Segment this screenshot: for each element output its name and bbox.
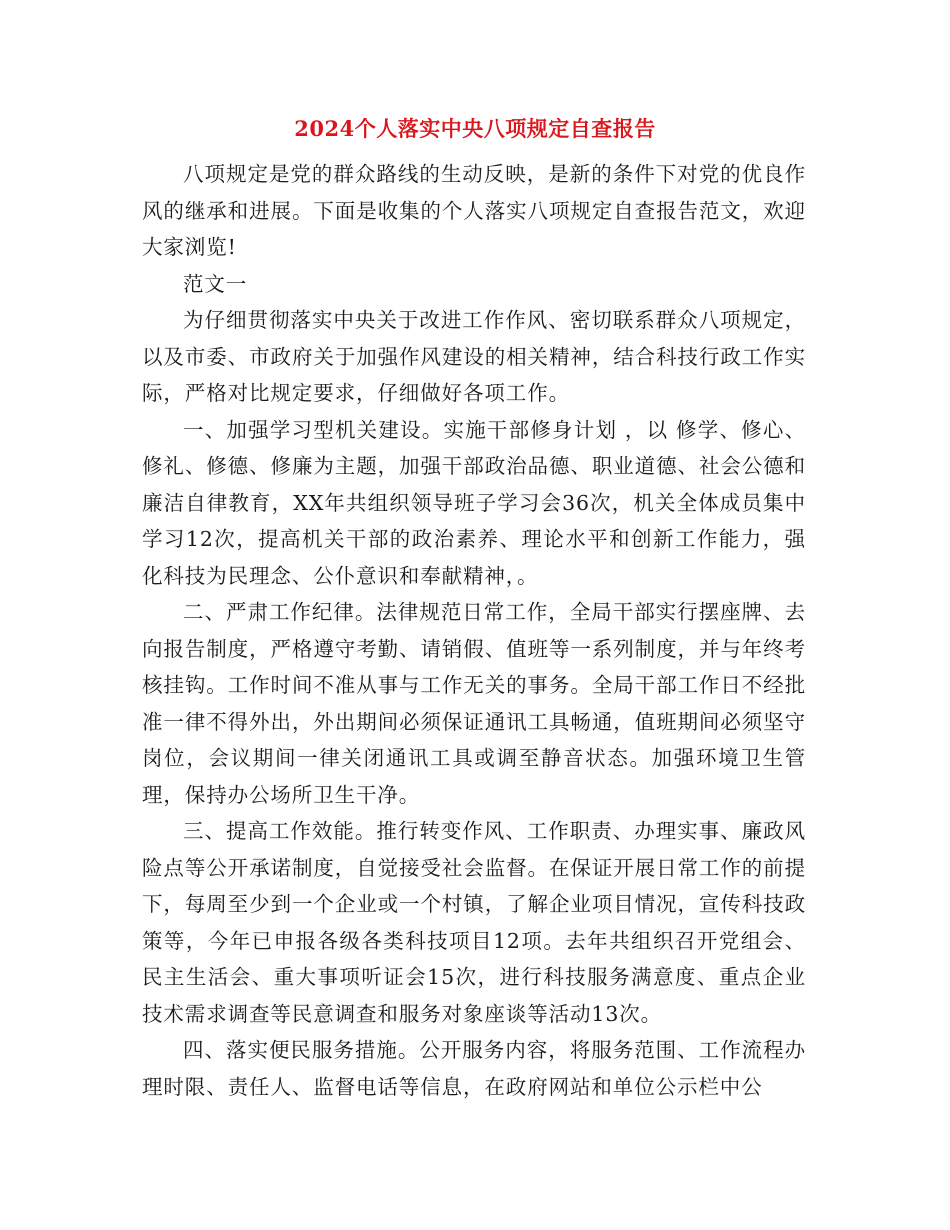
body-paragraph: 为仔细贯彻落实中央关于改进工作作风、密切联系群众八项规定，以及市委、市政府关于加强作风建设的相关精神，结合科技行政工作实际，严格对比规定要求，仔细做好各项工作。 [142, 308, 806, 405]
body-paragraph: 一、加强学习型机关建设。实施干部修身计划 ，以 修学、修心、修礼、修德、修廉为主题，加强干部政治品德、职业道德、社会公德和廉洁自律教育，XX年共组织领导班子学习会36次，机关全体成员集中学习12次，提高机关干部的政治素养、理论水平和创新工作能力，强化科技为民理念、公仆意识和奉献精神，。 [142, 417, 806, 588]
body-paragraph: 三、提高工作效能。推行转变作风、工作职责、办理实事、廉政风险点等公开承诺制度，自觉接受社会监督。在保证开展日常工作的前提下，每周至少到一个企业或一个村镇，了解企业项目情况，宣传科技政策等，今年已申报各级各类科技项目12项。去年共组织召开党组会、民主生活会、重大事项听证会15次，进行科技服务满意度、重点企业技术需求调查等民意调查和服务对象座谈等活动13次。 [142, 819, 806, 1026]
section-heading-sample-one: 范文一 [183, 271, 248, 296]
document-title: 2024个人落实中央八项规定自查报告 [294, 116, 656, 141]
document-body [142, 156, 806, 1105]
intro-paragraph: 八项规定是党的群众路线的生动反映，是新的条件下对党的优良作风的继承和进展。下面是收集的个人落实八项规定自查报告范文，欢迎大家浏览! [142, 162, 806, 259]
body-paragraph: 二、严肃工作纪律。法律规范日常工作，全局干部实行摆座牌、去向报告制度，严格遵守考勤、请销假、值班等一系列制度，并与年终考核挂钩。工作时间不准从事与工作无关的事务。全局干部工作日不经批准一律不得外出，外出期间必须保证通讯工具畅通，值班期间必须坚守岗位，会议期间一律关闭通讯工具或调至静音状态。加强环境卫生管理，保持办公场所卫生干净。 [142, 600, 806, 807]
body-paragraph: 四、落实便民服务措施。公开服务内容，将服务范围、工作流程办理时限、责任人、监督电话等信息，在政府网站和单位公示栏中公 [142, 1038, 806, 1099]
